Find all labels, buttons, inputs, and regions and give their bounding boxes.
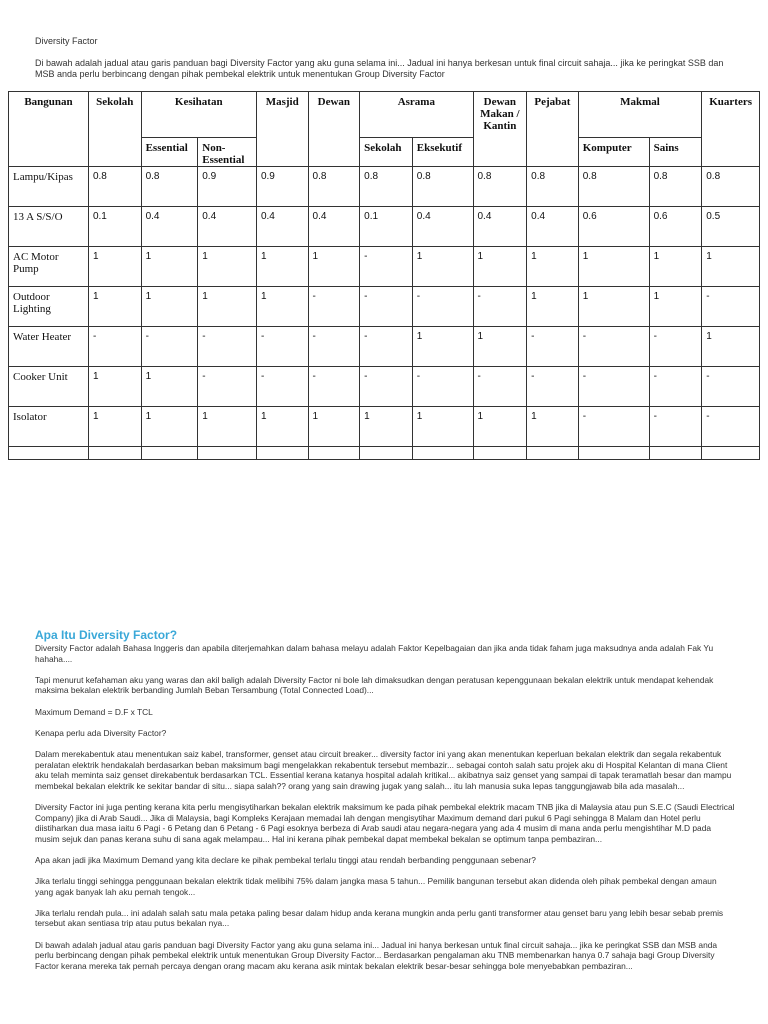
table-cell: 0.8: [360, 167, 413, 207]
table-cell: -: [308, 327, 360, 367]
table-cell: 0.4: [198, 207, 257, 247]
table-cell: -: [198, 367, 257, 407]
table-row: [9, 247, 760, 287]
table-cell: 0.4: [141, 207, 198, 247]
table-cell: 1: [649, 247, 702, 287]
paragraph: Dalam merekabentuk atau menentukan saiz kabel, transformer, genset atau circuit breaker... diversity factor ini yang akan menentukan keperluan bekalan elektrik dan segala rekabentuk peralatan elektrik hendakalah berdasarkan beban maksimum bagi mengelakkan rekabentuk tersebut membazir... sebagai contoh salah satu projek aku di Hospital Kelantan di mana Client aku telah meminta saiz genset direkabentuk berdasarkan TCL. Essential kerana katanya hospital adalah kritikal... akibatnya saiz genset yang sampai di tapak teramatlah besar dan mampu membekal bekalan elektrik ke sekitar bandar di situ... siapa salah?? orang yang sain drawing jugak yang salah... itu lah manusia suka lepas tanggungjawab bila ada masalah...: [35, 748, 732, 791]
table-cell: -: [141, 327, 198, 367]
paragraph: Apa akan jadi jika Maximum Demand yang kita declare ke pihak pembekal terlalu tinggi atau rendah berbanding penggunaan sebenar?: [35, 854, 536, 865]
table-cell: -: [527, 367, 579, 407]
table-cell: 0.4: [256, 207, 308, 247]
table-cell: 0.8: [308, 167, 360, 207]
table-cell: 1: [412, 247, 473, 287]
row-label: Lampu/Kipas: [9, 167, 89, 207]
row-label: Outdoor Lighting: [9, 287, 89, 327]
article-body: [35, 643, 735, 982]
table-row: [9, 407, 760, 447]
table-cell: -: [308, 367, 360, 407]
table-cell: -: [360, 287, 413, 327]
paragraph: Diversity Factor ini juga penting kerana kita perlu mengisytiharkan bekalan elektrik maksimum ke pada pihak pembekal elektrik macam TNB jika di Malaysia atau pun S.E.C (Saudi Electrical Company) jika di Arab Saudi... Jika di Malaysia, bagi Kompleks Kerajaan memadai lah dengan mengisytihar Maximum demand dari pukul 6 Pagi sehingga 8 Malam dan Hotel perlu diistiharkan dua masa iaitu 6 Pagi - 6 Petang dan 6 Petang - 6 Pagi esoknya berbeza di Arab saudi atau negara-negara yang ada 4 musim di mana anda perlu mengishtihar M.D pada musim sejuk dan panas kerana suhu di sana agak melampau... Hal ini kerana pihak pembekal dapat membekal bekalan se optimum tanpa pembaziran...: [35, 801, 735, 844]
table-cell: 1: [412, 327, 473, 367]
table-cell: 0.4: [412, 207, 473, 247]
table-cell: -: [702, 407, 760, 447]
table-cell: 1: [256, 407, 308, 447]
subheader-eksekutif: Eksekutif: [412, 138, 473, 167]
table-cell: 1: [649, 287, 702, 327]
table-cell: -: [360, 247, 413, 287]
table-cell: 1: [256, 247, 308, 287]
header-sekolah: Sekolah: [88, 92, 141, 167]
table-cell: 1: [527, 247, 579, 287]
document-title: Diversity Factor: [35, 36, 98, 46]
table-cell: 1: [141, 287, 198, 327]
subheader-essential: Essential: [141, 138, 198, 167]
table-cell: 1: [88, 247, 141, 287]
table-cell: 0.9: [256, 167, 308, 207]
diversity-factor-table: [8, 91, 760, 460]
paragraph: Kenapa perlu ada Diversity Factor?: [35, 727, 167, 738]
table-row: [9, 367, 760, 407]
table-cell: -: [649, 327, 702, 367]
table-cell: 1: [308, 247, 360, 287]
table-cell: 1: [702, 327, 760, 367]
table-cell: 1: [198, 407, 257, 447]
table-cell: -: [702, 287, 760, 327]
table-cell: -: [256, 327, 308, 367]
header-dewan: Dewan: [308, 92, 360, 167]
row-label: Isolator: [9, 407, 89, 447]
table-cell: 1: [412, 407, 473, 447]
table-cell: 0.6: [649, 207, 702, 247]
table-cell: 0.9: [198, 167, 257, 207]
table-row: [9, 327, 760, 367]
paragraph: Jika terlalu rendah pula... ini adalah salah satu mala petaka paling besar dalam hidup anda kerana mungkin anda perlu ganti transformer atau genset baru yang lebih besar sebab premis tersebut akan sentiasa trip atau putus bekalan nya...: [35, 907, 724, 929]
header-dewan-makan: Dewan Makan / Kantin: [473, 92, 527, 167]
table-row: [9, 167, 760, 207]
table-cell: 1: [141, 247, 198, 287]
header-asrama: Asrama: [360, 92, 473, 138]
paragraph: Maximum Demand = D.F x TCL: [35, 706, 153, 717]
table-cell: -: [649, 367, 702, 407]
table-cell: 0.4: [527, 207, 579, 247]
table-cell: 0.8: [412, 167, 473, 207]
subheader-komputer: Komputer: [578, 138, 649, 167]
paragraph: Jika terlalu tinggi sehingga penggunaan bekalan elektrik tidak melibihi 75% dalam jangka masa 5 tahun... Pemilik bangunan tersebut akan didenda oleh pihak pembekal dengan amaun yang agak banyak lah aku pernah tengok...: [35, 876, 717, 897]
table-cell: 1: [88, 407, 141, 447]
table-cell: -: [256, 367, 308, 407]
table-cell: 1: [141, 367, 198, 407]
table-cell: 1: [527, 287, 579, 327]
header-bangunan: Bangunan: [9, 92, 89, 167]
table-row: [9, 207, 760, 247]
table-cell: 0.8: [88, 167, 141, 207]
row-label: Cooker Unit: [9, 367, 89, 407]
header-pejabat: Pejabat: [527, 92, 579, 167]
table-cell: -: [198, 327, 257, 367]
table-cell: -: [578, 407, 649, 447]
table-cell: 0.1: [360, 207, 413, 247]
table-cell: -: [360, 327, 413, 367]
table-cell: 0.8: [473, 167, 527, 207]
paragraph: Tapi menurut kefahaman aku yang waras dan akil baligh adalah Diversity Factor ni bole lah dimaksudkan dengan peratusan kepenggunaan bekalan elektrik untuk mendapat kehendak maksima bekalan elektrik berbanding Jumlah Beban Tersambung (Total Connected Load)...: [35, 674, 714, 696]
paragraph: Diversity Factor adalah Bahasa Inggeris dan apabila diterjemahkan dalam bahasa melayu adalah Faktor Kepelbagaian dan jika anda tidak faham juga maksudnya anda adalah Fak Yu hahaha....: [35, 643, 714, 664]
table-cell: -: [702, 367, 760, 407]
table-cell: 1: [308, 407, 360, 447]
table-cell: 0.8: [527, 167, 579, 207]
header-masjid: Masjid: [256, 92, 308, 167]
table-cell: 0.8: [141, 167, 198, 207]
table-cell: 0.8: [649, 167, 702, 207]
table-cell: -: [649, 407, 702, 447]
table-cell: 0.1: [88, 207, 141, 247]
section-title: Apa Itu Diversity Factor?: [35, 628, 178, 642]
table-cell: -: [473, 367, 527, 407]
row-label: 13 A S/S/O: [9, 207, 89, 247]
header-row-main: [9, 92, 760, 138]
table-cell: -: [578, 367, 649, 407]
table-cell: 0.5: [702, 207, 760, 247]
header-kesihatan: Kesihatan: [141, 92, 256, 138]
table-cell: 1: [198, 247, 257, 287]
table-cell: -: [360, 367, 413, 407]
table-cell: 1: [360, 407, 413, 447]
table-cell: -: [88, 327, 141, 367]
subheader-sekolah: Sekolah: [360, 138, 413, 167]
table-cell: 1: [256, 287, 308, 327]
table-cell: -: [578, 327, 649, 367]
table-cell: -: [412, 287, 473, 327]
table-cell: 1: [141, 407, 198, 447]
row-label: Water Heater: [9, 327, 89, 367]
table-cell: 1: [198, 287, 257, 327]
table-cell: 1: [578, 247, 649, 287]
table-cell: -: [412, 367, 473, 407]
table-empty-row: [9, 447, 760, 460]
table-body: [9, 167, 760, 447]
table-cell: 1: [702, 247, 760, 287]
table-cell: 0.8: [702, 167, 760, 207]
table-cell: 0.4: [308, 207, 360, 247]
header-makmal: Makmal: [578, 92, 701, 138]
table-cell: 1: [473, 327, 527, 367]
table-cell: 0.6: [578, 207, 649, 247]
table-cell: 1: [473, 407, 527, 447]
subheader-non-essential: Non-Essential: [198, 138, 257, 167]
table-cell: -: [473, 287, 527, 327]
header-kuarters: Kuarters: [702, 92, 760, 167]
table-cell: 1: [88, 367, 141, 407]
table-cell: 0.8: [578, 167, 649, 207]
row-label: AC Motor Pump: [9, 247, 89, 287]
table-cell: 1: [473, 247, 527, 287]
table-cell: 1: [578, 287, 649, 327]
subheader-sains: Sains: [649, 138, 702, 167]
table-cell: 1: [527, 407, 579, 447]
table-cell: -: [308, 287, 360, 327]
table-row: [9, 287, 760, 327]
table-cell: 0.4: [473, 207, 527, 247]
table-cell: 1: [88, 287, 141, 327]
intro-paragraph: Di bawah adalah jadual atau garis panduan bagi Diversity Factor yang aku guna selama ini... Jadual ini hanya berkesan untuk final circuit sahaja... jika ke peringkat SSB dan MSB anda perlu berbincang dengan pihak pembekal elektrik untuk menentukan Group Diversity Factor: [35, 58, 724, 79]
paragraph: Di bawah adalah jadual atau garis panduan bagi Diversity Factor yang aku guna selama ini... Jadual ini hanya berkesan untuk final circuit sahaja... jika ke peringkat SSB dan MSB anda perlu berbincang dengan pihak pembekal elektrik untuk menentukan Group Diversity Factor... Berdasarkan pengalaman aku TNB membenarkan hanya 0.7 sahaja bagi Group Diversity Factor kerana mereka tak pernah percaya dengan orang macam aku kerana asik mintak bekalan elektrik besar-besar sehingga bole menyebabkan pembaziran...: [35, 939, 718, 971]
table-cell: -: [527, 327, 579, 367]
